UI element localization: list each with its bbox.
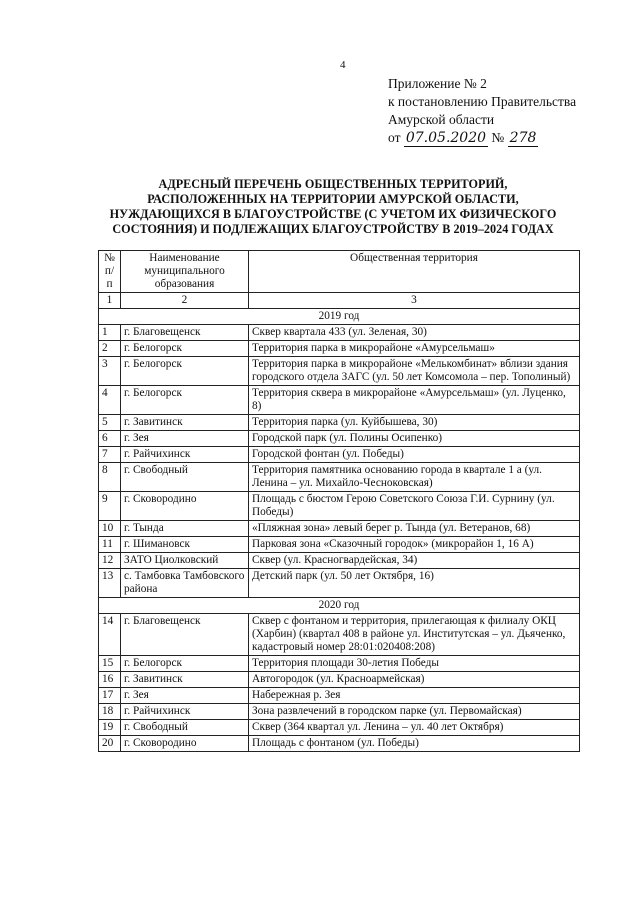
table-row: [99, 341, 580, 357]
row-territory: Автогородок (ул. Красноармейская): [249, 672, 580, 688]
row-municipality: ЗАТО Циолковский: [121, 553, 249, 569]
row-territory: Городской фонтан (ул. Победы): [249, 447, 580, 463]
number-prefix: №: [491, 130, 505, 145]
table-row: [99, 553, 580, 569]
row-municipality: г. Райчихинск: [121, 447, 249, 463]
row-territory: Площадь с фонтаном (ул. Победы): [249, 736, 580, 752]
table-row: [99, 736, 580, 752]
row-municipality: г. Зея: [121, 431, 249, 447]
row-number: 16: [99, 672, 121, 688]
table-row: [99, 537, 580, 553]
row-territory: Территория парка в микрорайоне «Мелькомбинат» вблизи здания городского отдела ЗАГС (ул. 50 лет Комсомола – пер. Тополиный): [249, 357, 580, 386]
appendix-title: Приложение № 2: [388, 76, 487, 91]
row-number: 17: [99, 688, 121, 704]
year-row-2020: [99, 598, 580, 614]
row-number: 1: [99, 325, 121, 341]
year-row-2019: [99, 309, 580, 325]
table-header-row: [99, 251, 580, 293]
row-municipality: г. Белогорск: [121, 357, 249, 386]
row-number: 11: [99, 537, 121, 553]
row-municipality: г. Завитинск: [121, 672, 249, 688]
row-number: 15: [99, 656, 121, 672]
row-number: 2: [99, 341, 121, 357]
row-number: 18: [99, 704, 121, 720]
row-territory: Зона развлечений в городском парке (ул. Первомайская): [249, 704, 580, 720]
appendix-decree: к постановлению Правительства: [388, 94, 577, 109]
row-territory: Территория парка в микрорайоне «Амурсельмаш»: [249, 341, 580, 357]
header-number: № п/п: [99, 251, 121, 293]
row-municipality: г. Райчихинск: [121, 704, 249, 720]
row-territory: «Пляжная зона» левый берег р. Тында (ул. Ветеранов, 68): [249, 521, 580, 537]
table-row: [99, 325, 580, 341]
row-territory: Парковая зона «Сказочный городок» (микрорайон 1, 16 А): [249, 537, 580, 553]
header-territory: Общественная территория: [249, 251, 580, 293]
row-municipality: г. Белогорск: [121, 386, 249, 415]
table-row: [99, 357, 580, 386]
row-municipality: г. Свободный: [121, 463, 249, 492]
row-territory: Сквер квартала 433 (ул. Зеленая, 30): [249, 325, 580, 341]
table-row: [99, 415, 580, 431]
year-label: 2019 год: [99, 309, 580, 325]
column-number: 2: [121, 293, 249, 309]
row-number: 5: [99, 415, 121, 431]
table-row: [99, 656, 580, 672]
row-territory: Площадь с бюстом Герою Советского Союза Г.И. Сурнину (ул. Победы): [249, 492, 580, 521]
table-row: [99, 431, 580, 447]
row-number: 4: [99, 386, 121, 415]
row-number: 3: [99, 357, 121, 386]
row-territory: Территория парка (ул. Куйбышева, 30): [249, 415, 580, 431]
table-row: [99, 447, 580, 463]
table-row: [99, 386, 580, 415]
appendix-region: Амурской области: [388, 112, 495, 127]
row-number: 19: [99, 720, 121, 736]
row-number: 12: [99, 553, 121, 569]
row-territory: Территория сквера в микрорайоне «Амурсельмаш» (ул. Луценко, 8): [249, 386, 580, 415]
row-territory: Территория памятника основанию города в квартале 1 а (ул. Ленина – ул. Михайло-Чесноковская): [249, 463, 580, 492]
row-number: 13: [99, 569, 121, 598]
row-municipality: г. Благовещенск: [121, 614, 249, 656]
row-number: 8: [99, 463, 121, 492]
date-prefix: от: [388, 130, 401, 145]
document-title: АДРЕСНЫЙ ПЕРЕЧЕНЬ ОБЩЕСТВЕННЫХ ТЕРРИТОРИЙ, РАСПОЛОЖЕННЫХ НА ТЕРРИТОРИИ АМУРСКОЙ ОБЛАСТИ, НУЖДАЮЩИХСЯ В БЛАГОУСТРОЙСТВЕ (С УЧЕТОМ ИХ ФИЗИЧЕСКОГО СОСТОЯНИЯ) И ПОДЛЕЖАЩИХ БЛАГОУСТРОЙСТВУ В 2019–2024 ГОДАХ: [109, 177, 557, 236]
year-label: 2020 год: [99, 598, 580, 614]
column-number-row: [99, 293, 580, 309]
table-row: [99, 492, 580, 521]
column-number: 1: [99, 293, 121, 309]
row-number: 10: [99, 521, 121, 537]
row-territory: Сквер с фонтаном и территория, прилегающая к филиалу ОКЦ (Харбин) (квартал 408 в районе ул. Институтская – ул. Дьяченко, кадастровый номер 28:01:020408:208): [249, 614, 580, 656]
page-number: 4: [340, 59, 346, 71]
row-municipality: г. Завитинск: [121, 415, 249, 431]
row-municipality: г. Шимановск: [121, 537, 249, 553]
row-municipality: г. Благовещенск: [121, 325, 249, 341]
handwritten-date: 07.05.2020: [405, 130, 487, 146]
territories-table: [98, 250, 580, 752]
handwritten-number: 278: [509, 130, 537, 146]
column-number: 3: [249, 293, 580, 309]
row-municipality: г. Сковородино: [121, 492, 249, 521]
row-municipality: г. Белогорск: [121, 656, 249, 672]
header-municipality: Наименование муниципального образования: [121, 251, 249, 293]
row-territory: Территория площади 30-летия Победы: [249, 656, 580, 672]
appendix-date-line: [388, 129, 576, 147]
row-territory: Набережная р. Зея: [249, 688, 580, 704]
appendix-block: [388, 75, 576, 147]
row-municipality: г. Белогорск: [121, 341, 249, 357]
table-row: [99, 688, 580, 704]
table-row: [99, 521, 580, 537]
row-number: 6: [99, 431, 121, 447]
table-row: [99, 463, 580, 492]
row-municipality: г. Свободный: [121, 720, 249, 736]
row-number: 7: [99, 447, 121, 463]
row-number: 14: [99, 614, 121, 656]
row-number: 20: [99, 736, 121, 752]
table-row: [99, 672, 580, 688]
row-territory: Сквер (364 квартал ул. Ленина – ул. 40 лет Октября): [249, 720, 580, 736]
row-municipality: г. Зея: [121, 688, 249, 704]
row-territory: Сквер (ул. Красногвардейская, 34): [249, 553, 580, 569]
row-number: 9: [99, 492, 121, 521]
row-municipality: г. Сковородино: [121, 736, 249, 752]
row-municipality: г. Тында: [121, 521, 249, 537]
row-territory: Городской парк (ул. Полины Осипенко): [249, 431, 580, 447]
row-territory: Детский парк (ул. 50 лет Октября, 16): [249, 569, 580, 598]
table-row: [99, 614, 580, 656]
row-municipality: с. Тамбовка Тамбовского района: [121, 569, 249, 598]
table-row: [99, 720, 580, 736]
table-row: [99, 704, 580, 720]
table-row: [99, 569, 580, 598]
